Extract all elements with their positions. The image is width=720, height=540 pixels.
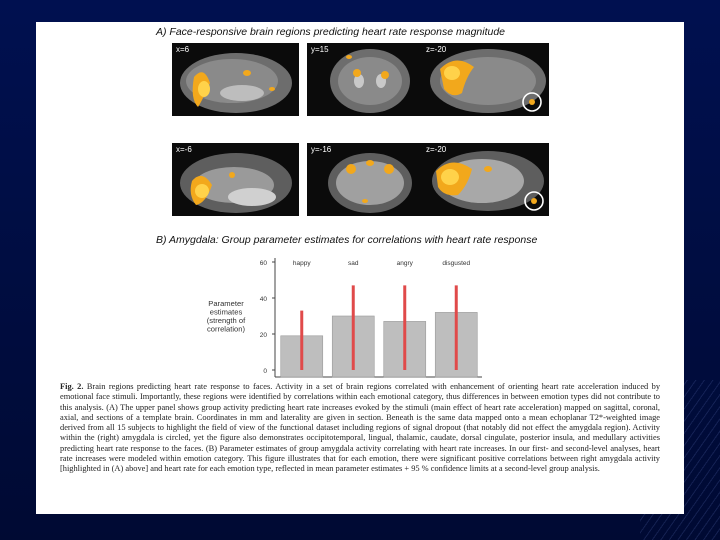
bar-chart <box>36 22 684 382</box>
coordinate-label: z=-20 <box>426 145 447 154</box>
y-tick-label: 0 <box>263 368 267 375</box>
coordinate-label: x=-6 <box>176 145 192 154</box>
category-label-sad: sad <box>348 260 359 267</box>
panel-b-title: B) Amygdala: Group parameter estimates for correlations with heart rate response <box>156 234 538 246</box>
caption-text: Brain regions predicting heart rate response to faces. Activity in a set of brain regions correlated with enhancement of orienting heart rate acceleration induced by emotional face stimuli. Importantly, these regions were identified by correlations within each emotional category, thus differences in between emotion types did not contribute to this analysis. (A) The upper panel shows group activity predicting heart rate increases evoked by the stimuli (main effect of heart rate acceleration) mapped on sagittal, coronal, axial, and sections of a template brain. Coordinates in mm and laterality are given in section. Beneath is the same data mapped onto a mean echoplanar T2*-weighted image derived from all 15 subjects to highlight the field of view of the functional dataset including regions of signal dropout (that notably did not effect the amygdala region). Activity within the (right) amygdala is circled, yet the figure also demonstrates occipitotemporal, lingual, thalamic, caudate, dorsal cingulate, posterior insula, and medullary activities predicting heart rate response to the faces. (B) Parameter estimates of group amygdala activity correlating with heart rate increases. In our first- and second-level analyses, heart rate increases were modeled within emotion category. This figure illustrates that for each emotion, there were significant positive correlations between right amygdala activity [highlighted in (A) above] and heart rate for each emotion type, reflected in mean parameter estimates + 95 % confidence limits at a second-level group analysis. <box>60 382 661 474</box>
category-label-happy: happy <box>292 260 311 267</box>
y-axis-label-line: Parameter <box>208 299 244 308</box>
y-axis-label-line: (strength of <box>206 316 246 325</box>
slide-content <box>36 22 684 514</box>
y-tick-label: 20 <box>259 332 267 339</box>
y-axis-label-line: correlation) <box>207 324 245 334</box>
coordinate-label: y=-16 <box>311 145 332 154</box>
category-label-angry: angry <box>396 260 413 267</box>
panel-a-title: A) Face-responsive brain regions predicting heart rate response magnitude <box>156 26 506 38</box>
coordinate-label: x=6 <box>176 45 190 54</box>
y-tick-label: 40 <box>259 296 267 303</box>
y-tick-label: 60 <box>259 260 267 267</box>
coordinate-label: z=-20 <box>426 45 447 54</box>
category-label-disgusted: disgusted <box>442 260 471 267</box>
coordinate-label: y=15 <box>311 45 329 54</box>
caption-label: Fig. 2. <box>60 382 84 391</box>
y-axis-label-line: estimates <box>209 307 243 317</box>
figure-caption <box>60 382 660 475</box>
